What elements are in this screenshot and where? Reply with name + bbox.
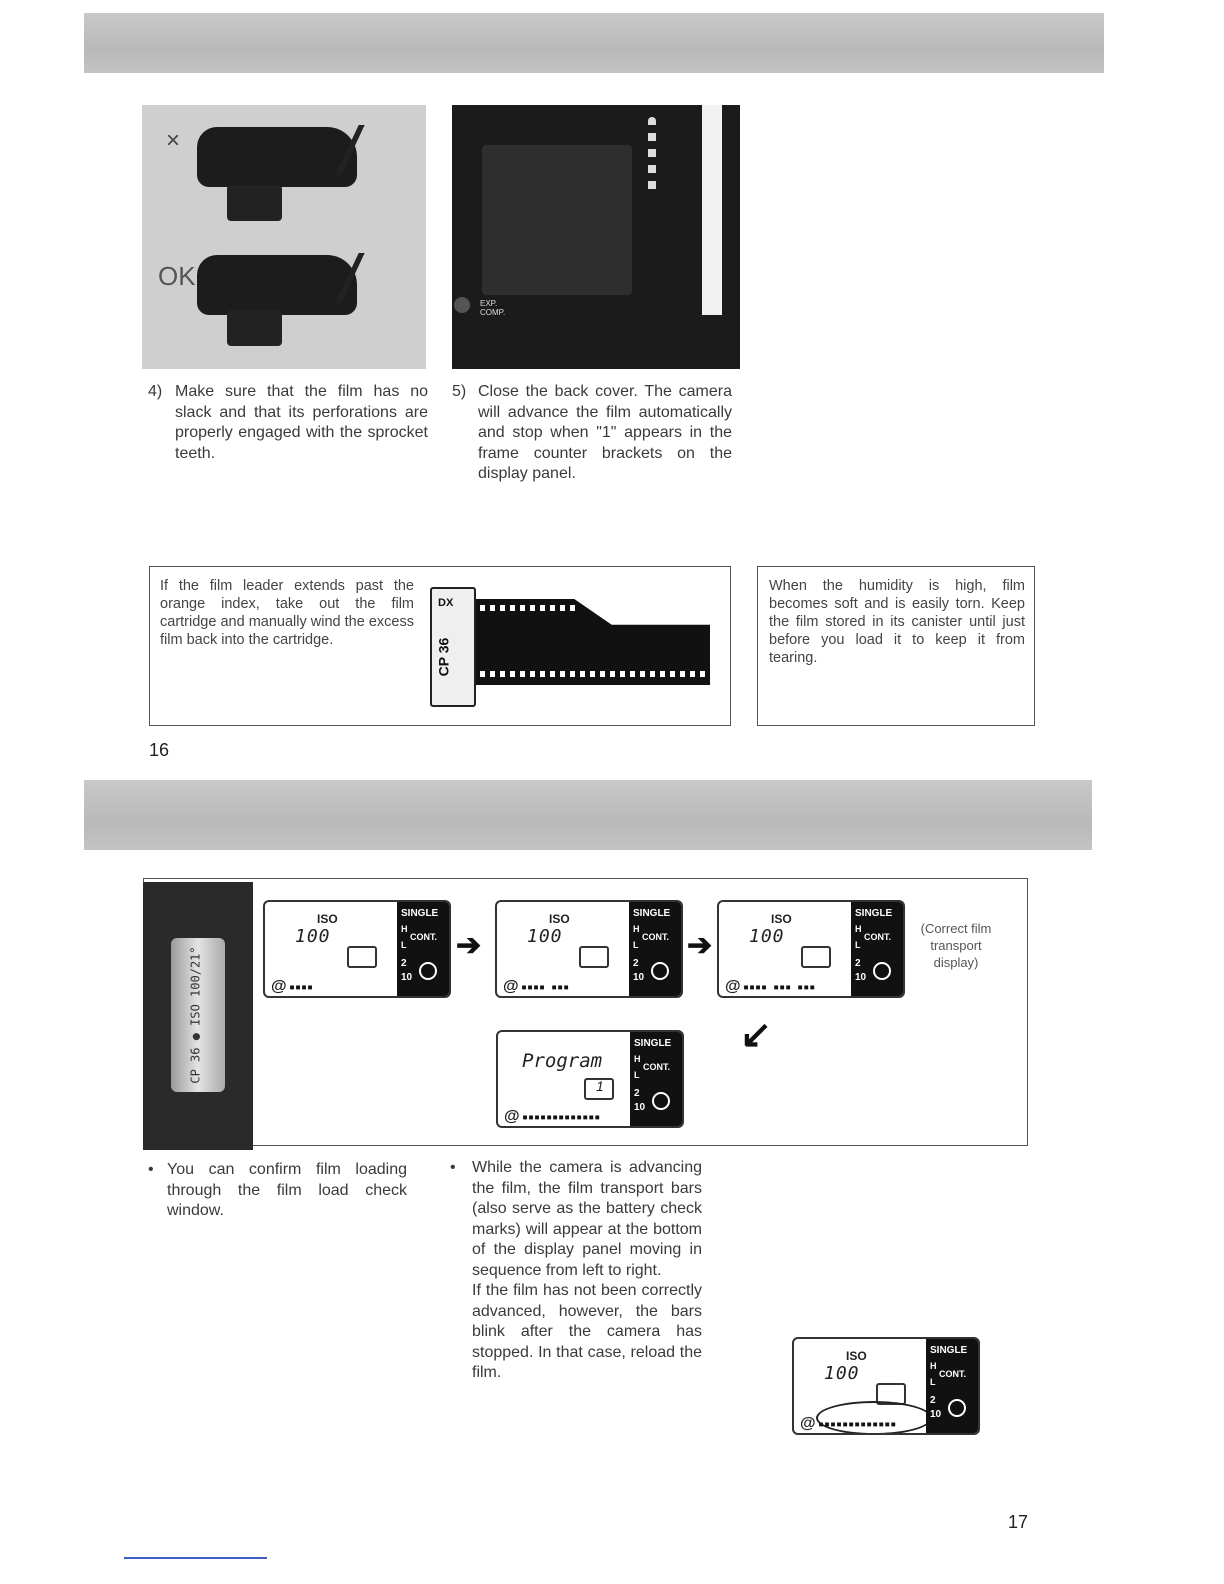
- window-film-text: CP 36 ● ISO 100/21°: [188, 946, 203, 1084]
- self-timer-icon: [651, 962, 669, 980]
- bullet-item-2: [450, 1158, 705, 1448]
- dx-mark: DX: [438, 597, 454, 609]
- self-timer-icon: [652, 1092, 670, 1110]
- step-number: 5): [452, 383, 467, 400]
- film-icon: @: [503, 978, 519, 995]
- step-5-caption: [452, 382, 734, 512]
- cont-label: CONT.: [864, 932, 891, 942]
- film-icon: @: [725, 978, 741, 995]
- camera-lens-icon: [227, 310, 282, 346]
- drive-mode-panel: [926, 1339, 978, 1433]
- cartridge-label: CP 36: [435, 637, 452, 677]
- frame-counter-brackets: [347, 946, 377, 968]
- transport-bars: ▪▪▪▪: [289, 982, 314, 993]
- iso-value: 100: [824, 1363, 860, 1384]
- single-label: SINGLE: [633, 908, 671, 919]
- step-4-caption: [148, 382, 430, 472]
- l-label: L: [401, 940, 407, 950]
- lcd-display-1: [263, 900, 451, 998]
- iso-value: 100: [527, 926, 563, 947]
- lcd-display-2: [495, 900, 683, 998]
- film-perforations: [480, 605, 580, 611]
- single-label: SINGLE: [855, 908, 893, 919]
- single-label: SINGLE: [401, 908, 439, 919]
- drive-mode-panel: [397, 902, 449, 996]
- ten-label: 10: [634, 1102, 646, 1113]
- humidity-note: When the humidity is high, film becomes soft and is easily torn. Keep the film stored in its canister until just before you load it to keep it from tearing.: [769, 578, 1025, 666]
- single-label: SINGLE: [930, 1345, 968, 1356]
- film-cartridge-icon: [430, 587, 476, 707]
- two-label: 2: [401, 958, 407, 969]
- arrow-right-icon: ➔: [687, 929, 713, 962]
- iso-label: ISO: [846, 1349, 867, 1363]
- single-label: SINGLE: [634, 1038, 672, 1049]
- film-icon: @: [800, 1415, 816, 1432]
- cont-label: CONT.: [939, 1369, 966, 1379]
- cont-label: CONT.: [643, 1062, 670, 1072]
- self-timer-icon: [419, 962, 437, 980]
- h-label: H: [930, 1361, 937, 1371]
- lcd-display-blinking: [792, 1337, 980, 1435]
- ten-label: 10: [401, 972, 413, 983]
- transport-bars: ▪▪▪▪ ▪▪▪: [521, 982, 570, 993]
- l-label: L: [855, 940, 861, 950]
- camera-film-engagement-photo: [142, 105, 426, 369]
- correct-mark: OK: [158, 261, 196, 291]
- arrow-right-icon: ➔: [456, 929, 482, 962]
- exp-comp-label: EXP. COMP.: [480, 299, 506, 317]
- ten-label: 10: [930, 1409, 942, 1420]
- iso-label: ISO: [771, 912, 792, 926]
- step-text: Close the back cover. The camera will advance the film automatically and stop when "1" appears in the frame counter brackets on the display panel.: [478, 383, 732, 482]
- film-icon: @: [504, 1108, 520, 1125]
- bullet-dot: •: [148, 1161, 154, 1178]
- camera-top-icon: [197, 255, 357, 315]
- bullet-text: While the camera is advancing the film, the film transport bars (also serve as the battery check marks) will appear at the bottom of the display panel moving in sequence from left to right. If the film has not been correctly advanced, however, the bars blink after the camera has stopped. In that case, reload the film.: [472, 1159, 702, 1381]
- film-perforations: [480, 671, 706, 677]
- l-label: L: [634, 1070, 640, 1080]
- h-label: H: [855, 924, 862, 934]
- iso-value: 100: [295, 926, 331, 947]
- lcd-display-3: [717, 900, 905, 998]
- transport-bars: ▪▪▪▪ ▪▪▪ ▪▪▪: [743, 982, 816, 993]
- link-underline[interactable]: [124, 1557, 267, 1559]
- ten-label: 10: [855, 972, 867, 983]
- check-window: [171, 938, 225, 1092]
- page-number-16: 16: [149, 740, 170, 760]
- film-load-check-window-photo: [143, 882, 253, 1150]
- self-timer-icon: [948, 1399, 966, 1417]
- humidity-note-box: [757, 566, 1035, 726]
- bullet-dot: •: [450, 1159, 456, 1176]
- sprocket-dots: [648, 117, 656, 197]
- two-label: 2: [930, 1395, 936, 1406]
- h-label: H: [633, 924, 640, 934]
- cont-label: CONT.: [642, 932, 669, 942]
- frame-counter-brackets: [579, 946, 609, 968]
- frame-counter-brackets: [801, 946, 831, 968]
- step-text: Make sure that the film has no slack and that its perforations are properly engaged with the sprocket teeth.: [175, 383, 428, 462]
- film-slot: [702, 105, 722, 315]
- two-label: 2: [634, 1088, 640, 1099]
- iso-label: ISO: [549, 912, 570, 926]
- bullet-item-1: [148, 1160, 408, 1230]
- film-leader-note-box: [149, 566, 731, 726]
- program-text: Program: [522, 1050, 603, 1072]
- h-label: H: [634, 1054, 641, 1064]
- ten-label: 10: [633, 972, 645, 983]
- transport-bars: ▪▪▪▪▪▪▪▪▪▪▪▪▪: [522, 1112, 601, 1123]
- correct-display-note: (Correct film transport display): [920, 921, 992, 970]
- camera-back-cover-photo: [452, 105, 740, 369]
- film-area: [482, 145, 632, 295]
- camera-top-icon: [197, 127, 357, 187]
- drive-mode-panel: [629, 902, 681, 996]
- exp-comp-button: [454, 297, 470, 313]
- arrow-down-left-icon: ↙: [740, 1014, 772, 1056]
- page-number-17: 17: [1008, 1512, 1029, 1532]
- iso-label: ISO: [317, 912, 338, 926]
- iso-value: 100: [749, 926, 785, 947]
- page-16-header-band: [84, 13, 1104, 73]
- transport-bars: ▪▪▪▪▪▪▪▪▪▪▪▪▪: [818, 1419, 897, 1430]
- page-17-header-band: [84, 780, 1092, 850]
- drive-mode-panel: [851, 902, 903, 996]
- two-label: 2: [855, 958, 861, 969]
- step-number: 4): [148, 383, 163, 400]
- two-label: 2: [633, 958, 639, 969]
- h-label: H: [401, 924, 408, 934]
- bullet-text: You can confirm film loading through the film load check window.: [167, 1161, 407, 1219]
- incorrect-mark: ×: [166, 127, 181, 154]
- l-label: L: [633, 940, 639, 950]
- drive-mode-panel: [630, 1032, 682, 1126]
- cont-label: CONT.: [410, 932, 437, 942]
- lcd-display-program: [496, 1030, 684, 1128]
- frame-count: 1: [596, 1078, 604, 1094]
- l-label: L: [930, 1377, 936, 1387]
- film-leader-note: If the film leader extends past the orange index, take out the film cartridge and manually wind the excess film back into the cartridge.: [160, 578, 414, 648]
- camera-lens-icon: [227, 185, 282, 221]
- self-timer-icon: [873, 962, 891, 980]
- film-icon: @: [271, 978, 287, 995]
